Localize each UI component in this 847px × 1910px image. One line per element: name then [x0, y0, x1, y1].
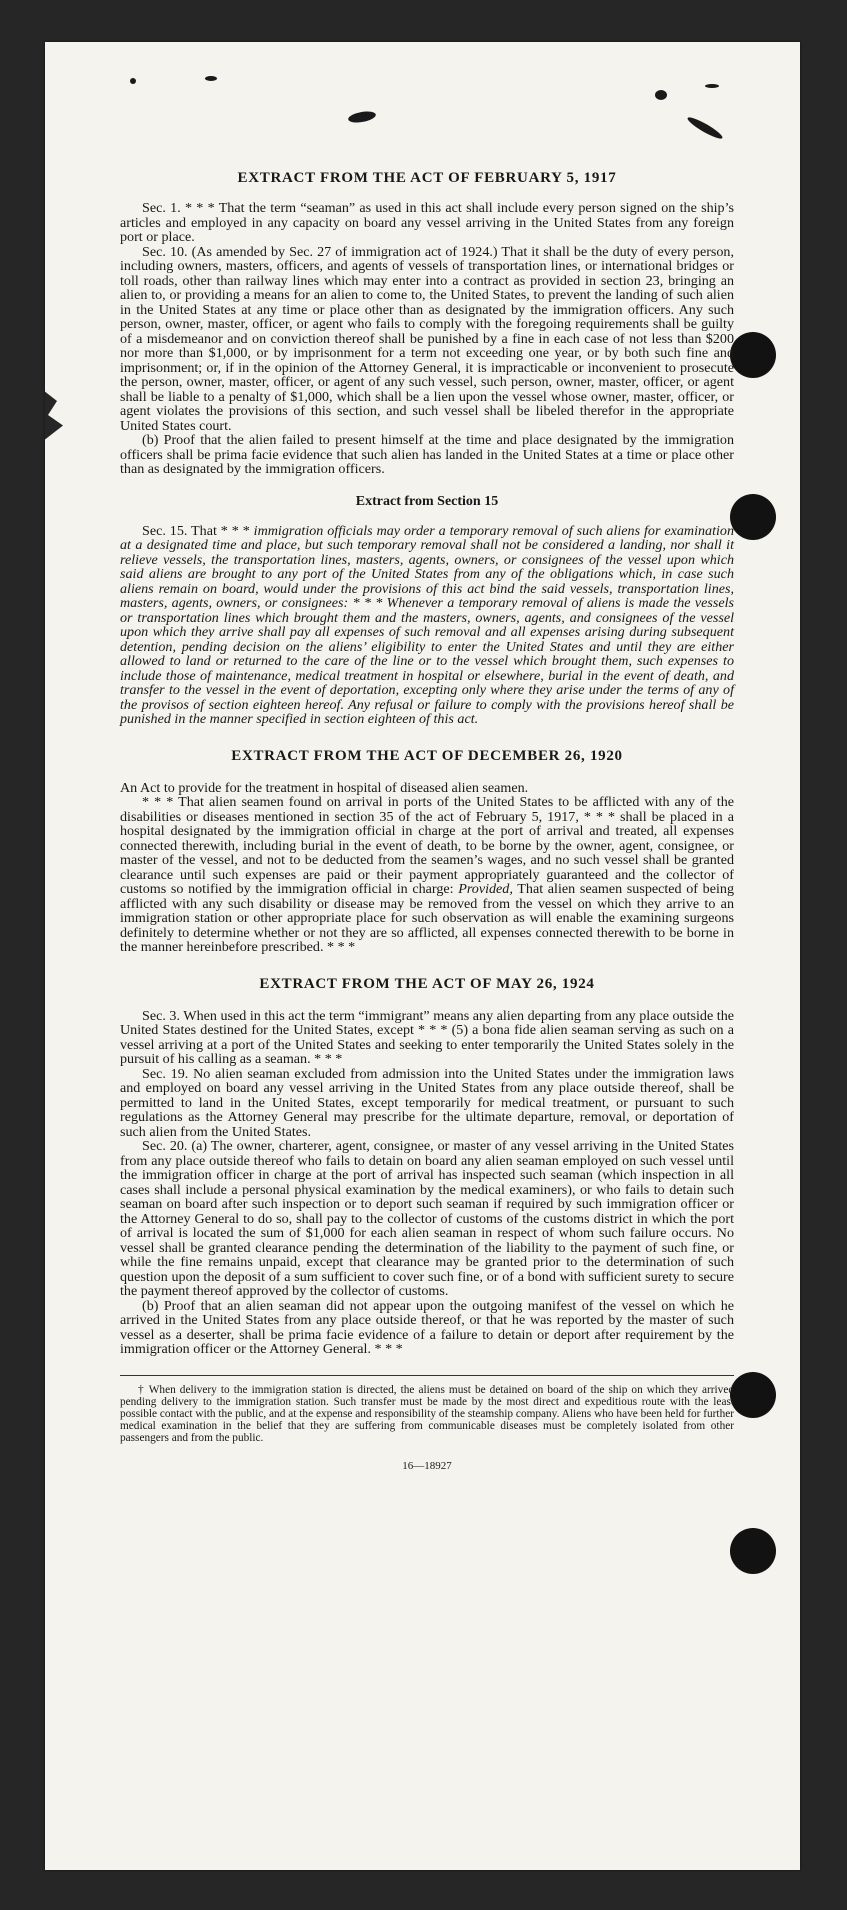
paragraph: Sec. 10. (As amended by Sec. 27 of immigration act of 1924.) That it shall be the duty of every person, including owners, masters, officers, and agents of vessels of transportation lines, or international bridges or toll roads, other than railway lines which may enter into a contract as provided in section 23, bringing an alien to, or providing a means for an alien to come to, the United States, to prevent the landing of such alien in the United States at any time or place other than as designated by the immigration officers. Any such person, owner, master, officer, or agent who fails to comply with the foregoing requirements shall be guilty of a misdemeanor and on conviction thereof shall be punished by a fine in each case of not less than $200 nor more than $1,000, or by imprisonment for a term not exceeding one year, or by both such fine and imprisonment; or, if in the opinion of the Attorney General, it is impracticable or inconvenient to prosecute the person, owner, master, officer, or agent of any such vessel, such person, owner, master, officer, or agent shall be liable to a penalty of $1,000, which shall be a lien upon the vessel whose owner, master, officer, or agent violates the provisions of this section, and such vessel shall be libeled therefor in the appropriate United States court. — [120, 243, 734, 434]
paragraph: Sec. 1. * * * That the term “seaman” as used in this act shall include every person signed on the ship’s articles and employed in any capacity on board any vessel arriving in the United States from any foreign port or place. — [120, 200, 734, 245]
ink-speck — [130, 78, 136, 84]
torn-edge — [45, 387, 69, 457]
ink-speck — [655, 90, 667, 100]
proviso-word: Provided, — [458, 881, 513, 897]
section-heading: EXTRACT FROM THE ACT OF MAY 26, 1924 — [259, 975, 595, 992]
ink-speck — [347, 110, 376, 125]
paragraph — [120, 524, 734, 727]
italic-text: immigration officials may order a temporary removal of such aliens for examination at a designated time and place, but such temporary removal shall not be considered a landing, nor shall it relieve vessels, the transportation lines, masters, agents, owners, or consignees of the vessel upon which said aliens are brought to any port of the United States from any of the obligations which, in case such aliens remain on board, would under the provisions of this act bind the said vessels, transportation lines, masters, agents, owners, or consignees: * * * Whenever a temporary removal of aliens is made the vessels or transportation lines which brought them and the masters, owners, agents, and consignees of the vessel upon which they arrive shall pay all expenses of such removal and all expenses arising during subsequent detention, pending decision on the aliens’ eligibility to enter the United States and until they are either allowed to land or returned to the care of the line or to the vessel which brought them, such expenses to include those of maintenance, medical treatment in hospital or elsewhere, burial in the event of death, and transfer to the vessel in the event of deportation, excepting only where they arise under the terms of any of the provisos of section eighteen hereof. Any refusal or failure to comply with the provisions hereof shall be punished in the manner specified in section eighteen of this act. — [120, 522, 735, 727]
page-number: 16—18927 — [402, 1459, 452, 1472]
paragraph — [120, 795, 734, 955]
document-page — [45, 42, 800, 1870]
punch-hole — [730, 1528, 776, 1574]
ink-speck — [686, 115, 725, 142]
act-title: An Act to provide for the treatment in hospital of diseased alien seamen. — [120, 779, 529, 796]
paragraph: Sec. 19. No alien seaman excluded from admission into the United States under the immigration laws and employed on board any vessel arriving in the United States from any place outside thereof, shall be permitted to land in the United States, except temporarily for medical treatment, or pursuant to such regulations as the Attorney General may prescribe for the ultimate departure, removal, or deportation of such alien from the United States. — [120, 1065, 734, 1140]
paragraph: (b) Proof that the alien failed to present himself at the time and place designated by the immigration officers shall be prima facie evidence that such alien has landed in the United States at a time or place other than as designated by the immigration officers. — [120, 432, 734, 477]
paragraph: (b) Proof that an alien seaman did not appear upon the outgoing manifest of the vessel on which he arrived in the United States from any place outside thereof, or that he was reported by the master of such vessel as a deserter, shall be prima facie evidence of a failure to detain or deport after requirement by the immigration officer or the Attorney General. * * * — [120, 1297, 734, 1357]
document-text — [120, 169, 734, 1473]
footnote-divider — [120, 1375, 734, 1376]
punch-hole — [730, 494, 776, 540]
paragraph-lead: Sec. 15. That * * * — [142, 522, 254, 539]
section-heading: EXTRACT FROM THE ACT OF DECEMBER 26, 1920 — [231, 747, 623, 764]
paragraph-tail: That alien seamen suspected of being afflicted with any such disability or disease may be removed from the vessel on which they arrive to an immigration station or other appropriate place for such observation as will enable the examining surgeons definitely to determine whether or not they are so afflicted, all expenses connected therewith to be borne in the manner hereinbefore prescribed. * * * — [120, 881, 734, 955]
footnote: † When delivery to the immigration station is directed, the aliens must be detained on board of the ship on which they arrived pending delivery to the immigration station. Such transfer must be made by the most direct and expeditious route with the least possible contact with the public, and at the expense and responsibility of the steamship company. Aliens who have been held for further medical examination in the belief that they are suffering from communicable diseases must be completely isolated from other passengers and from the public. — [120, 1383, 734, 1445]
ink-speck — [705, 84, 719, 88]
ink-speck — [205, 76, 217, 81]
paragraph: Sec. 3. When used in this act the term “immigrant” means any alien departing from any place outside the United States destined for the United States, except * * * (5) a bona fide alien seaman serving as such on a vessel arriving at a port of the United States and seeking to enter temporarily the United States solely in the pursuit of his calling as a seaman. * * * — [120, 1007, 734, 1067]
punch-hole — [730, 1372, 776, 1418]
paragraph-lead: * * * That alien seamen found on arrival in ports of the United States to be afflicted with any of the disabilities or diseases mentioned in section 35 of the act of February 5, 1917, * * * shall be placed in a hospital designated by the immigration official in charge at the port of arrival and treated, all expenses connected therewith, including burial in the event of death, to be borne by the owner, agent, consignee, or master of the vessel, and not to be deducted from the seamen’s wages, and no such vessel shall be granted clearance until such expenses are paid or their payment appropriately guaranteed and the collector of customs so notified by the immigration official in charge: — [120, 794, 734, 897]
section-heading: EXTRACT FROM THE ACT OF FEBRUARY 5, 1917 — [237, 170, 617, 186]
punch-hole — [730, 332, 776, 378]
subsection-heading: Extract from Section 15 — [355, 493, 499, 509]
paragraph: Sec. 20. (a) The owner, charterer, agent, consignee, or master of any vessel arriving in the United States from any place outside thereof who fails to detain on board any alien seaman employed on such vessel until the immigration officer in charge at the port of arrival has inspected such seaman (which inspection in all cases shall include a personal physical examination by the medical examiners), or who fails to detain such seaman on board after such inspection or to deport such seaman if required by such immigration officer or the Attorney General to do so, shall pay to the collector of customs of the customs district in which the port of arrival is located the sum of $1,000 for each alien seaman in respect of whom such failure occurs. No vessel shall be granted clearance pending the determination of the liability to the payment of such fine, or while the fine remains unpaid, except that clearance may be granted prior to the determination of such question upon the deposit of a sum sufficient to cover such fine, or of a bond with sufficient surety to secure the payment thereof approved by the collector of customs. — [120, 1138, 734, 1299]
